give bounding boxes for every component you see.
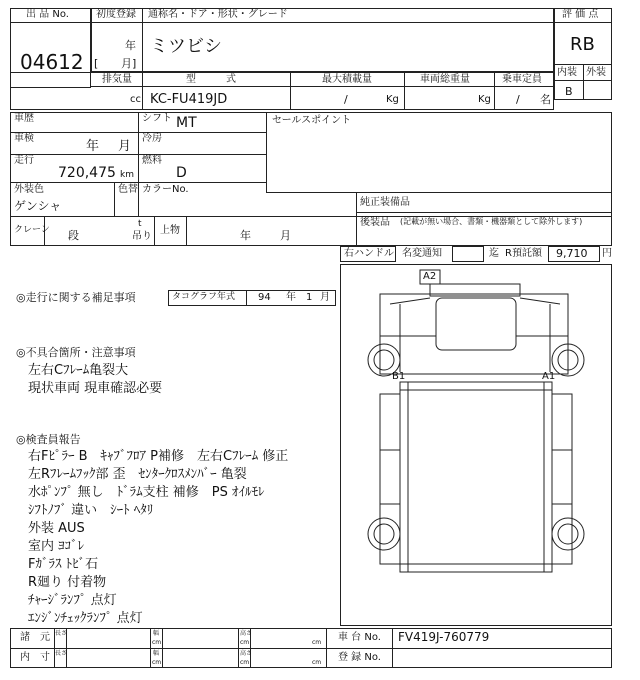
car-name: ミツビシ	[150, 36, 222, 57]
tacho-year: 94	[258, 292, 271, 303]
upper-year: 年	[240, 229, 251, 242]
inspector-line: ｴﾝｼﾞﾝﾁｪｯｸﾗﾝﾌﾟ 点灯	[28, 611, 143, 626]
cm-unit: cm	[312, 659, 322, 666]
color-change-label: 色替	[118, 184, 138, 195]
cm-unit: cm	[240, 639, 250, 646]
first-reg-label: 初度登録	[96, 9, 136, 20]
displacement-label: 排気量	[102, 74, 132, 85]
max-load-label: 最大積載量	[322, 74, 372, 85]
inspector-line: 室内 ﾖｺﾞﾚ	[28, 539, 85, 554]
aftermarket-note: (記載が無い場合、書類・機器類として除外します)	[400, 217, 583, 226]
fuel-label: 燃料	[142, 155, 162, 166]
load-kg: Kg	[386, 94, 399, 105]
history-label: 車歴	[14, 113, 34, 124]
inspector-line: ﾁｬｰｼﾞﾗﾝﾌﾟ 点灯	[28, 593, 117, 608]
name-label: 通称名・ドア・形状・グレード	[148, 9, 288, 20]
defect-line: 現状車両 現車確認必要	[28, 381, 163, 396]
height-label: 高さ	[240, 630, 253, 637]
interior-dims-label: 内 寸	[20, 652, 50, 663]
crane-label: クレーン	[14, 225, 50, 235]
chassis-label: 車 台 No.	[338, 632, 381, 643]
reg-month-open: [	[94, 57, 99, 70]
score-label: 評 価 点	[562, 9, 599, 20]
ext-color-label: 外装色	[14, 184, 44, 195]
reg-no-label: 登 録 No.	[338, 652, 381, 663]
right-handle-label: 右ハンドル	[344, 248, 394, 259]
spec-row	[10, 72, 554, 110]
mileage-value: 720,475	[58, 165, 116, 181]
crane-stage: 段	[68, 229, 79, 242]
inspector-line: 左Rﾌﾚｰﾑﾌｯｸ部 歪 ｾﾝﾀｰｸﾛｽﾒﾝﾊﾞｰ 亀裂	[28, 467, 247, 482]
color-no-label: カラーNo.	[142, 184, 189, 195]
inspection-month-unit: 月	[118, 139, 132, 154]
interior-score-label: 内装	[557, 67, 577, 78]
mark-a2: A2	[423, 271, 437, 282]
exterior-score-label: 外装	[586, 67, 606, 78]
inspector-line: 水ﾎﾟﾝﾌﾟ 無し ﾄﾞﾗﾑ支柱 補修 PS ｵｲﾙﾓﾚ	[28, 485, 265, 500]
model-code: KC-FU419JD	[150, 92, 228, 107]
capacity-label: 乗車定員	[502, 74, 542, 85]
defects-title: ◎不具合箇所・注意事項	[16, 346, 136, 359]
recycle-label: R預託額	[505, 248, 542, 259]
cm-unit: cm	[240, 659, 250, 666]
mileage-label: 走行	[14, 155, 34, 166]
reg-year-unit: 年	[125, 39, 136, 52]
upper-month: 月	[280, 229, 291, 242]
cm-unit: cm	[152, 659, 162, 666]
cc-unit: cc	[130, 94, 141, 105]
tacho-month: 1	[306, 292, 313, 303]
lot-number: 04612	[20, 50, 84, 74]
inspection-label: 車検	[14, 133, 34, 144]
name-change-label: 名変通知	[402, 248, 442, 259]
mark-b1: B1	[392, 371, 406, 382]
inspector-line: ｼﾌﾄﾉﾌﾞ 違い ｼｰﾄ ﾍﾀﾘ	[28, 503, 154, 518]
cm-unit: cm	[312, 639, 322, 646]
crane-hang: 吊り	[132, 231, 152, 242]
length-label: 長さ	[55, 630, 68, 637]
truck-outline-icon	[340, 264, 612, 626]
upper-label: 上物	[160, 225, 180, 236]
aftermarket-label: 後装品	[360, 217, 390, 228]
width-label: 幅	[153, 650, 160, 657]
sales-point-label: セールスポイント	[272, 115, 352, 126]
shift-label: シフト	[142, 113, 172, 124]
name-change-box	[452, 246, 484, 262]
yen-unit: 円	[602, 248, 612, 259]
model-label: 型 式	[186, 74, 236, 85]
inspector-line: R廻り 付着物	[28, 575, 107, 590]
width-label: 幅	[153, 630, 160, 637]
driving-title: ◎走行に関する補足事項	[16, 291, 136, 304]
reg-month-unit: 月]	[121, 57, 137, 70]
cm-unit: cm	[152, 639, 162, 646]
shift-value: MT	[176, 115, 197, 131]
ext-color-value: ゲンシャ	[14, 199, 62, 213]
load-slash: /	[344, 93, 348, 106]
mark-a1: A1	[542, 371, 556, 382]
capacity-slash: /	[516, 93, 520, 106]
tacho-year-unit: 年	[286, 292, 296, 303]
lot-label: 出 品 No.	[26, 9, 69, 20]
truck-diagram	[340, 264, 612, 626]
defect-line: 左右Cﾌﾚｰﾑ亀裂大	[28, 363, 129, 378]
chassis-value: FV419J-760779	[398, 630, 490, 644]
length-label: 長さ	[55, 650, 68, 657]
inspector-line: Fｶﾞﾗｽ ﾄﾋﾞ石	[28, 557, 99, 572]
fuel-value: D	[176, 165, 187, 181]
ac-label: 冷房	[142, 133, 162, 144]
tacho-label: タコグラフ年式	[172, 292, 236, 302]
inspection-year-unit: 年	[86, 139, 100, 154]
interior-score-value: B	[565, 85, 573, 98]
inspector-line: 外装 AUS	[28, 521, 85, 536]
inspector-title: ◎検査員報告	[16, 433, 81, 446]
gross-weight-label: 車両総重量	[420, 74, 470, 85]
tacho-month-unit: 月	[320, 292, 330, 303]
gross-kg: Kg	[478, 94, 491, 105]
inspector-line: 右Fﾋﾟﾗｰ B ｷｬﾌﾞﾌﾛｱ P補修 左右Cﾌﾚｰﾑ 修正	[28, 449, 289, 464]
std-equip-label: 純正装備品	[360, 197, 410, 208]
score-value: RB	[570, 34, 595, 55]
until-label: 迄	[489, 248, 499, 259]
mileage-unit: km	[120, 170, 134, 180]
height-label: 高さ	[240, 650, 253, 657]
persons-unit: 名	[540, 93, 551, 106]
specs-label: 諸 元	[20, 632, 50, 643]
recycle-value: 9,710	[556, 247, 588, 260]
crane-t: t	[138, 219, 142, 229]
